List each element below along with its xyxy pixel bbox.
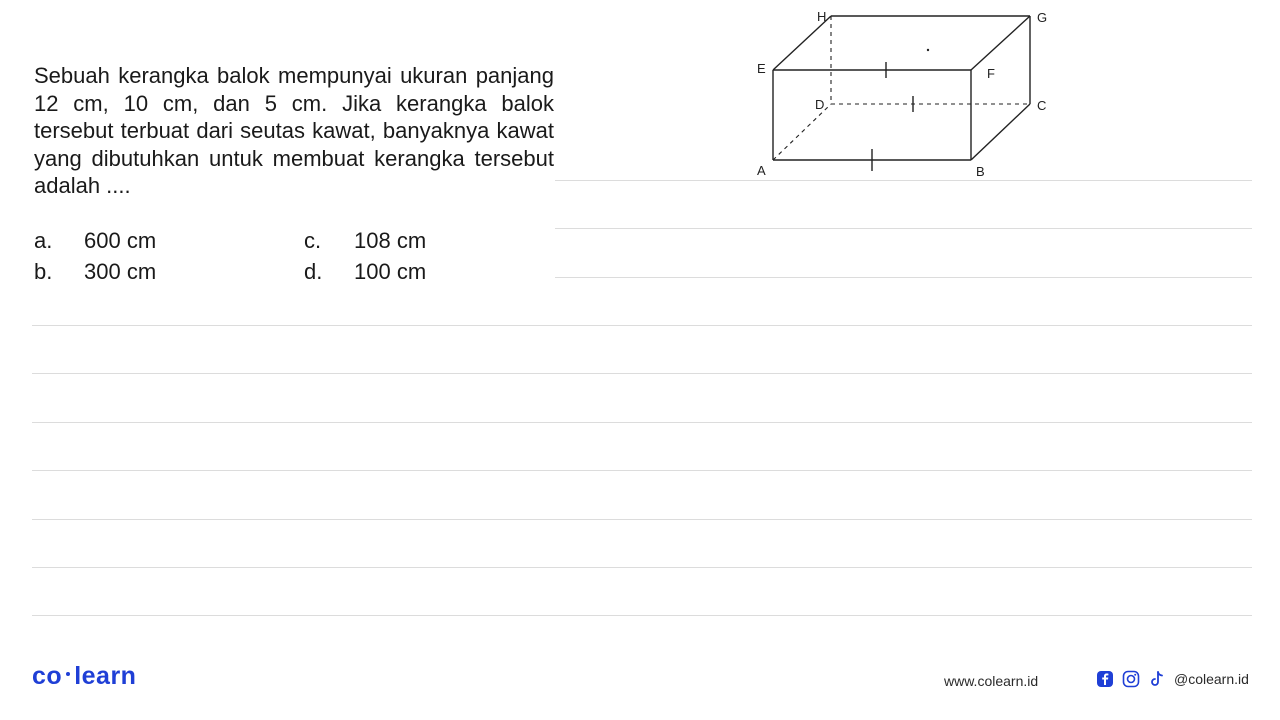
- ruled-line: [32, 422, 1252, 423]
- vertex-label-C: C: [1037, 98, 1047, 113]
- option-value: 108 cm: [354, 228, 427, 253]
- option-a: [34, 228, 156, 254]
- option-letter: a.: [34, 228, 53, 253]
- vertex-label-A: A: [757, 163, 766, 178]
- ruled-line: [555, 277, 1252, 278]
- option-value: 300 cm: [84, 259, 157, 284]
- logo-right: learn: [74, 662, 137, 690]
- vertex-label-D: D: [815, 97, 825, 112]
- option-value: 600 cm: [84, 228, 157, 253]
- stray-dot: [927, 49, 929, 51]
- logo-dot: [66, 672, 70, 676]
- cuboid-figure: [0, 0, 1280, 200]
- edge-AD: [773, 104, 831, 160]
- option-c: [304, 228, 426, 254]
- ruled-line: [32, 470, 1252, 471]
- option-letter: d.: [304, 259, 323, 284]
- vertex-label-B: B: [976, 164, 985, 179]
- option-letter: b.: [34, 259, 53, 284]
- edge-FG: [971, 16, 1030, 70]
- website-link[interactable]: www.colearn.id: [944, 673, 1039, 689]
- facebook-icon[interactable]: [1096, 670, 1114, 688]
- option-letter: c.: [304, 228, 322, 253]
- colearn-logo: [32, 662, 136, 691]
- ruled-line: [32, 519, 1252, 520]
- option-d: [304, 259, 426, 285]
- instagram-icon[interactable]: [1122, 670, 1140, 688]
- ruled-line: [32, 373, 1252, 374]
- ruled-line: [32, 325, 1252, 326]
- vertex-label-G: G: [1037, 10, 1048, 25]
- social-links: [1096, 670, 1249, 688]
- option-value: 100 cm: [354, 259, 427, 284]
- edge-BC: [971, 104, 1030, 160]
- vertex-label-E: E: [757, 61, 766, 76]
- ruled-line: [32, 567, 1252, 568]
- logo-left: co: [32, 662, 63, 690]
- question-text: Sebuah kerangka balok mempunyai ukuran panjang 12 cm, 10 cm, dan 5 cm. Jika kerangka balok tersebut terbuat dari seutas kawat, banyaknya kawat yang dibutuhkan untuk membuat kerangka tersebut adalah ....: [34, 63, 554, 198]
- ruled-line: [555, 228, 1252, 229]
- vertex-label-H: H: [817, 9, 827, 24]
- tiktok-icon[interactable]: [1148, 670, 1166, 688]
- edge-EH: [773, 16, 831, 70]
- ruled-line: [32, 615, 1252, 616]
- option-b: [34, 259, 156, 285]
- vertex-label-F: F: [987, 66, 995, 81]
- social-handle[interactable]: @colearn.id: [1174, 671, 1249, 687]
